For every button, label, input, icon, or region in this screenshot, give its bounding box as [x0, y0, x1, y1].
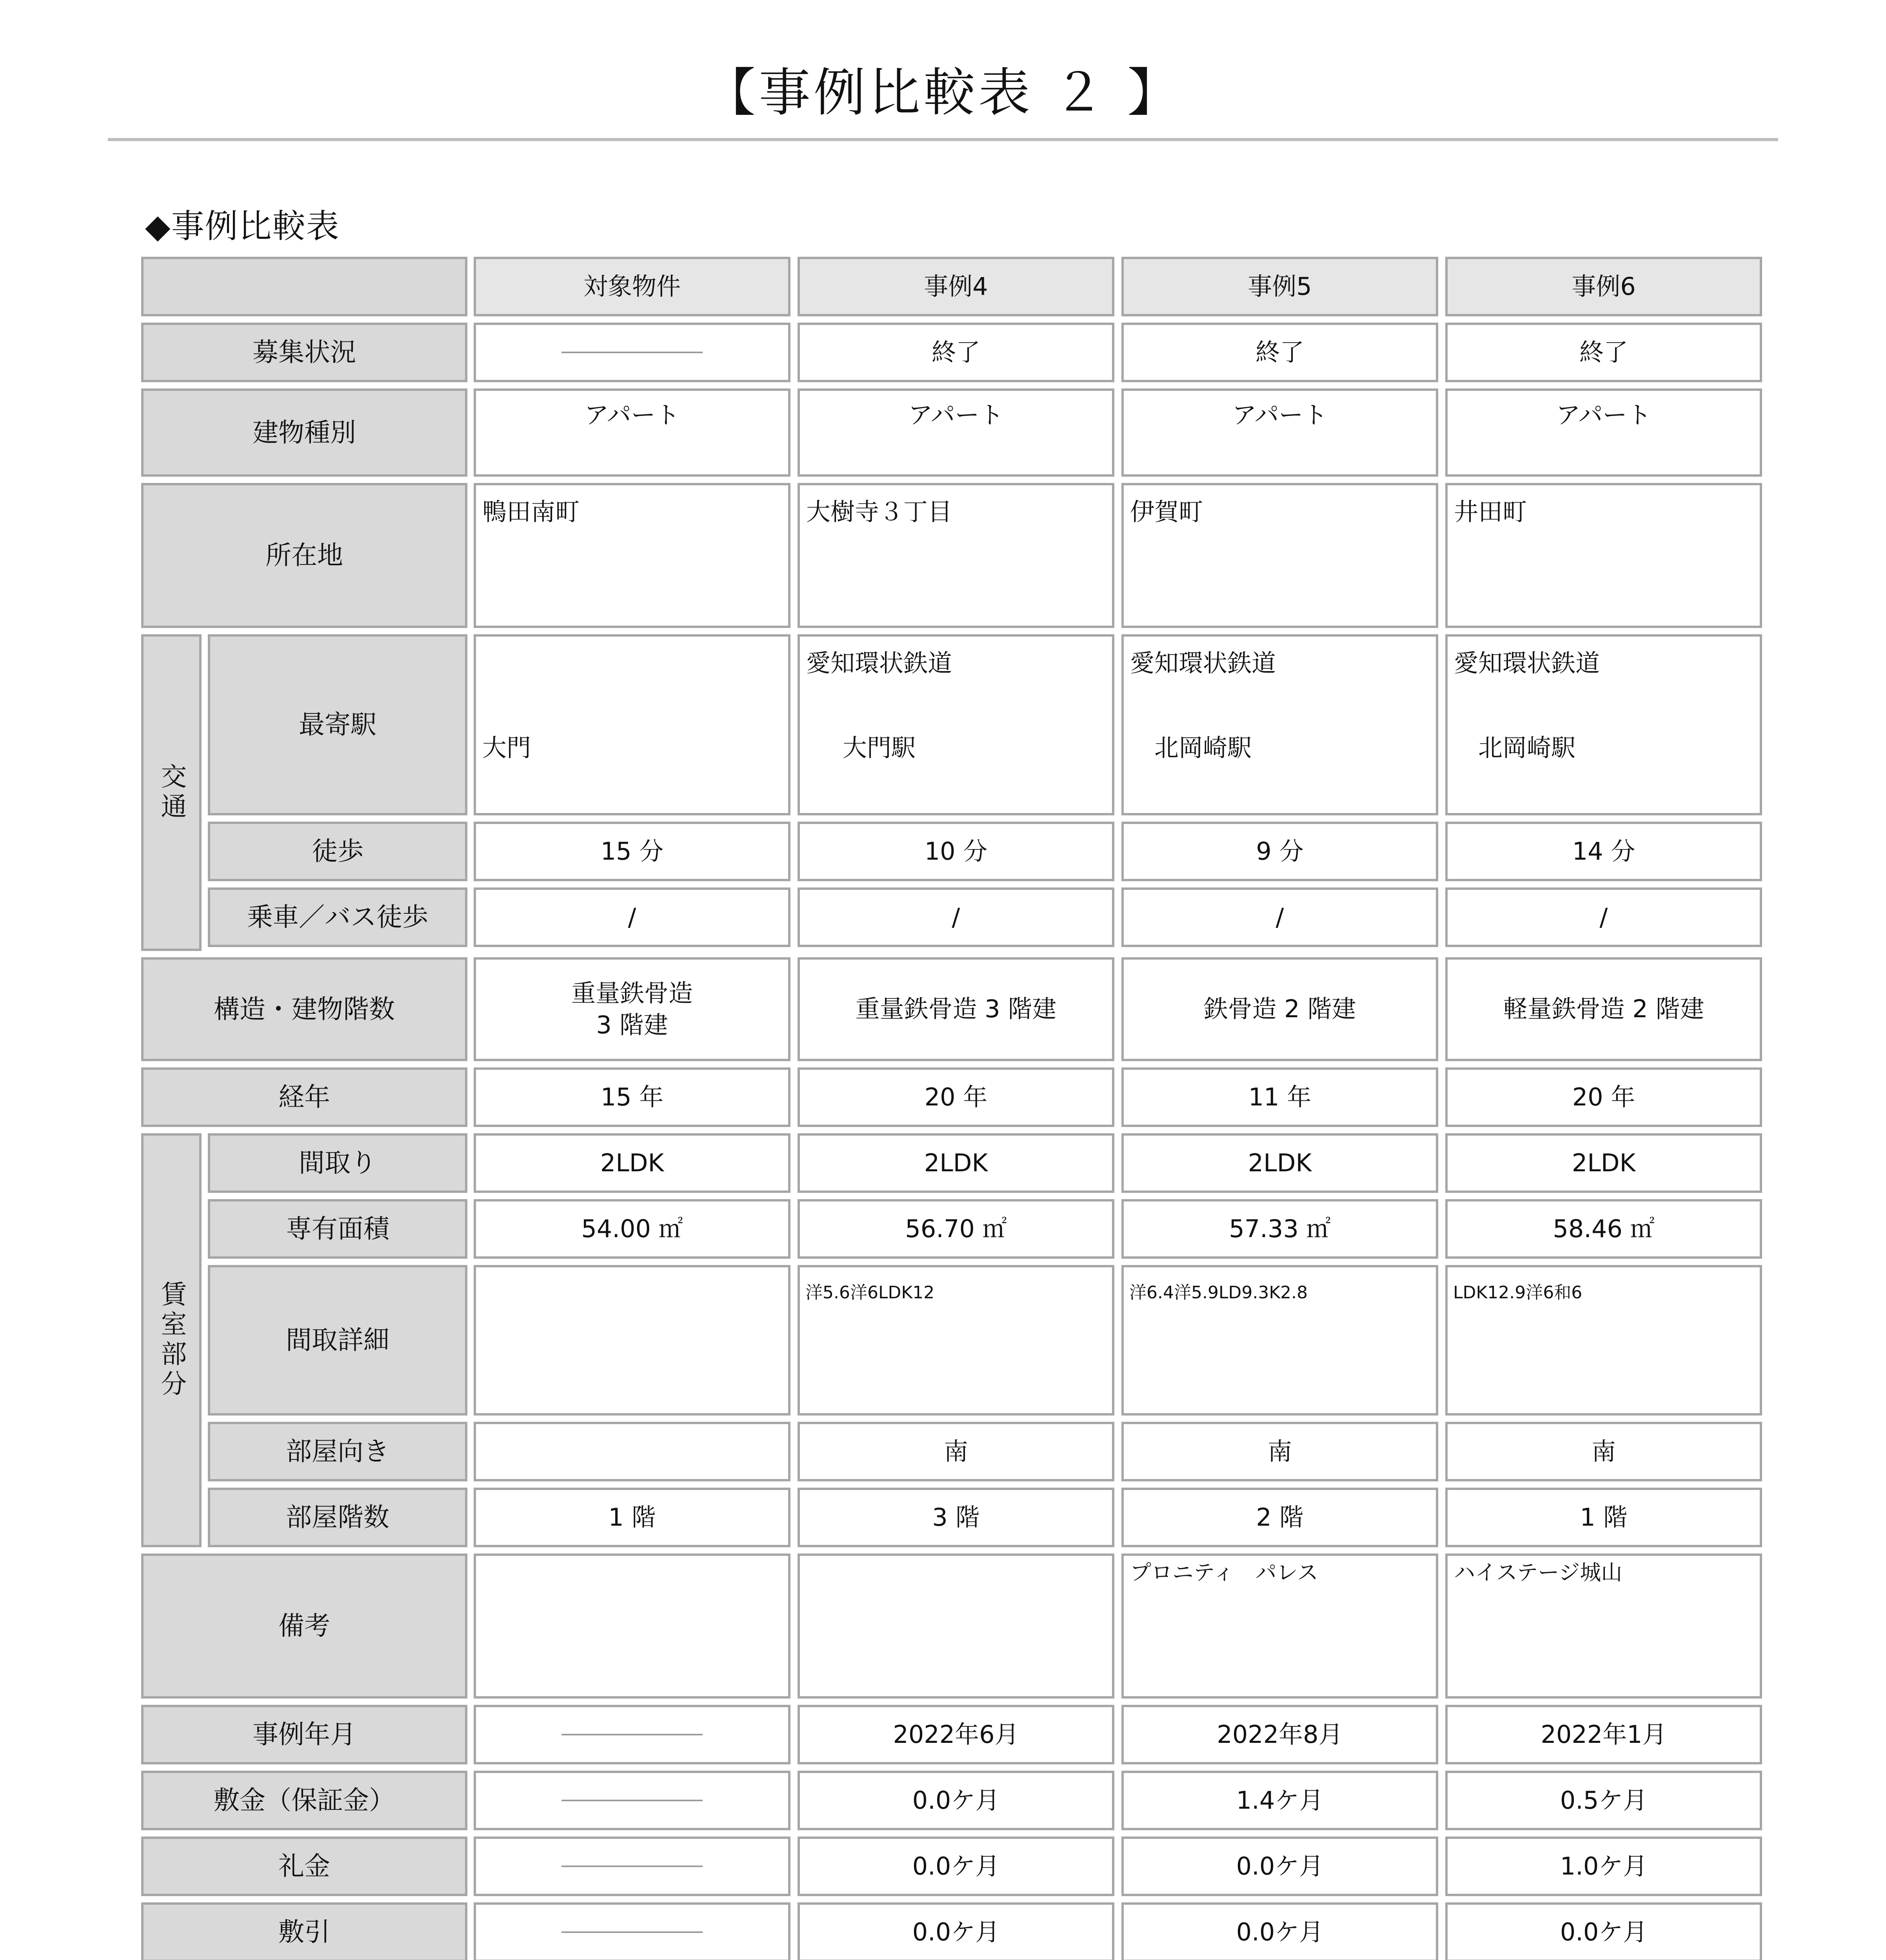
area-subject: 54.00 ㎡ [474, 1199, 790, 1259]
floor-case5: 2 階 [1121, 1488, 1438, 1547]
case-date-case5: 2022年8月 [1121, 1705, 1438, 1764]
direction-case4: 南 [798, 1422, 1114, 1481]
remarks-subject [474, 1553, 790, 1699]
detail-subject [474, 1265, 790, 1416]
detail-case4: 洋5.6洋6LDK12 [798, 1265, 1114, 1416]
recruit-case4: 終了 [798, 323, 1114, 382]
row-label-deduction: 敷引 [141, 1902, 467, 1960]
remarks-case6: ハイステージ城山 [1445, 1553, 1762, 1699]
row-label-walk: 徒歩 [208, 822, 467, 881]
key-money-case4: 0.0ケ月 [798, 1837, 1114, 1896]
floor-case4: 3 階 [798, 1488, 1114, 1547]
layout-case4: 2LDK [798, 1133, 1114, 1193]
col-header-case4: 事例4 [798, 257, 1114, 316]
row-label-layout: 間取り [208, 1133, 467, 1193]
walk-case6: 14 分 [1445, 822, 1762, 881]
age-case5: 11 年 [1121, 1067, 1438, 1127]
row-label-building-type: 建物種別 [141, 388, 467, 477]
building-type-case4: アパート [798, 388, 1114, 477]
area-case5: 57.33 ㎡ [1121, 1199, 1438, 1259]
row-label-direction: 部屋向き [208, 1422, 467, 1481]
station-case4 [798, 634, 1114, 815]
row-label-floor: 部屋階数 [208, 1488, 467, 1547]
structure-line2: 3 階建 [596, 1010, 668, 1039]
empty-dash [561, 352, 703, 353]
station-line: 愛知環状鉄道 [806, 649, 952, 677]
row-label-key-money: 礼金 [141, 1837, 467, 1896]
page-title: 【事例比較表 ２ 】 [704, 63, 1182, 123]
bus-case5: / [1121, 887, 1438, 947]
direction-case6: 南 [1445, 1422, 1762, 1481]
row-label-bus: 乗車／バス徒歩 [208, 887, 467, 947]
row-label-remarks: 備考 [141, 1553, 467, 1699]
col-header-subject: 対象物件 [474, 257, 790, 316]
deduction-case6: 0.0ケ月 [1445, 1902, 1762, 1960]
structure-case6: 軽量鉄骨造 2 階建 [1445, 957, 1762, 1061]
structure-subject [474, 957, 790, 1061]
empty-dash [561, 1734, 703, 1735]
recruit-subject [474, 323, 790, 382]
station-line: 愛知環状鉄道 [1130, 649, 1276, 677]
group-label-transport: 交通 [141, 634, 202, 951]
area-case4: 56.70 ㎡ [798, 1199, 1114, 1259]
area-case6: 58.46 ㎡ [1445, 1199, 1762, 1259]
deposit-case4: 0.0ケ月 [798, 1771, 1114, 1830]
title-rule [108, 138, 1778, 141]
remarks-case5: プロニティ パレス [1121, 1553, 1438, 1699]
station-name: 北岡崎駅 [1478, 733, 1576, 762]
deposit-case6: 0.5ケ月 [1445, 1771, 1762, 1830]
col-header-case5: 事例5 [1121, 257, 1438, 316]
location-case5: 伊賀町 [1121, 483, 1438, 628]
layout-case6: 2LDK [1445, 1133, 1762, 1193]
detail-case6: LDK12.9洋6和6 [1445, 1265, 1762, 1416]
station-line: 愛知環状鉄道 [1454, 649, 1600, 677]
row-label-deposit: 敷金（保証金） [141, 1771, 467, 1830]
deposit-case5: 1.4ケ月 [1121, 1771, 1438, 1830]
row-label-structure: 構造・建物階数 [141, 957, 467, 1061]
structure-case5: 鉄骨造 2 階建 [1121, 957, 1438, 1061]
deduction-subject [474, 1902, 790, 1960]
walk-subject: 15 分 [474, 822, 790, 881]
age-case4: 20 年 [798, 1067, 1114, 1127]
row-label-recruit: 募集状況 [141, 323, 467, 382]
location-case4: 大樹寺３丁目 [798, 483, 1114, 628]
station-name: 大門駅 [843, 733, 916, 762]
age-subject: 15 年 [474, 1067, 790, 1127]
bus-subject: / [474, 887, 790, 947]
building-type-case5: アパート [1121, 388, 1438, 477]
station-case6 [1445, 634, 1762, 815]
direction-subject [474, 1422, 790, 1481]
row-label-detail: 間取詳細 [208, 1265, 467, 1416]
row-label-case-date: 事例年月 [141, 1705, 467, 1764]
empty-dash [561, 1931, 703, 1933]
bus-case4: / [798, 887, 1114, 947]
station-name: 北岡崎駅 [1154, 733, 1252, 762]
row-label-age: 経年 [141, 1067, 467, 1127]
key-money-subject [474, 1837, 790, 1896]
remarks-case4 [798, 1553, 1114, 1699]
recruit-case6: 終了 [1445, 323, 1762, 382]
deduction-case4: 0.0ケ月 [798, 1902, 1114, 1960]
direction-case5: 南 [1121, 1422, 1438, 1481]
floor-case6: 1 階 [1445, 1488, 1762, 1547]
empty-dash [561, 1800, 703, 1801]
empty-dash [561, 1866, 703, 1867]
row-label-area: 専有面積 [208, 1199, 467, 1259]
age-case6: 20 年 [1445, 1067, 1762, 1127]
case-date-subject [474, 1705, 790, 1764]
section-title: ◆事例比較表 [145, 207, 340, 245]
row-label-station: 最寄駅 [208, 634, 467, 815]
layout-subject: 2LDK [474, 1133, 790, 1193]
layout-case5: 2LDK [1121, 1133, 1438, 1193]
station-case5 [1121, 634, 1438, 815]
corner-header [141, 257, 467, 316]
structure-case4: 重量鉄骨造 3 階建 [798, 957, 1114, 1061]
building-type-case6: アパート [1445, 388, 1762, 477]
deposit-subject [474, 1771, 790, 1830]
key-money-case6: 1.0ケ月 [1445, 1837, 1762, 1896]
building-type-subject: アパート [474, 388, 790, 477]
row-label-location: 所在地 [141, 483, 467, 628]
walk-case5: 9 分 [1121, 822, 1438, 881]
key-money-case5: 0.0ケ月 [1121, 1837, 1438, 1896]
floor-subject: 1 階 [474, 1488, 790, 1547]
group-label-room: 賃室部分 [141, 1133, 202, 1547]
location-case6: 井田町 [1445, 483, 1762, 628]
walk-case4: 10 分 [798, 822, 1114, 881]
bus-case6: / [1445, 887, 1762, 947]
station-subject [474, 634, 790, 815]
location-subject: 鴨田南町 [474, 483, 790, 628]
detail-case5: 洋6.4洋5.9LD9.3K2.8 [1121, 1265, 1438, 1416]
station-name: 大門 [482, 733, 531, 762]
deduction-case5: 0.0ケ月 [1121, 1902, 1438, 1960]
case-date-case4: 2022年6月 [798, 1705, 1114, 1764]
col-header-case6: 事例6 [1445, 257, 1762, 316]
structure-line1: 重量鉄骨造 [571, 978, 693, 1007]
case-date-case6: 2022年1月 [1445, 1705, 1762, 1764]
recruit-case5: 終了 [1121, 323, 1438, 382]
